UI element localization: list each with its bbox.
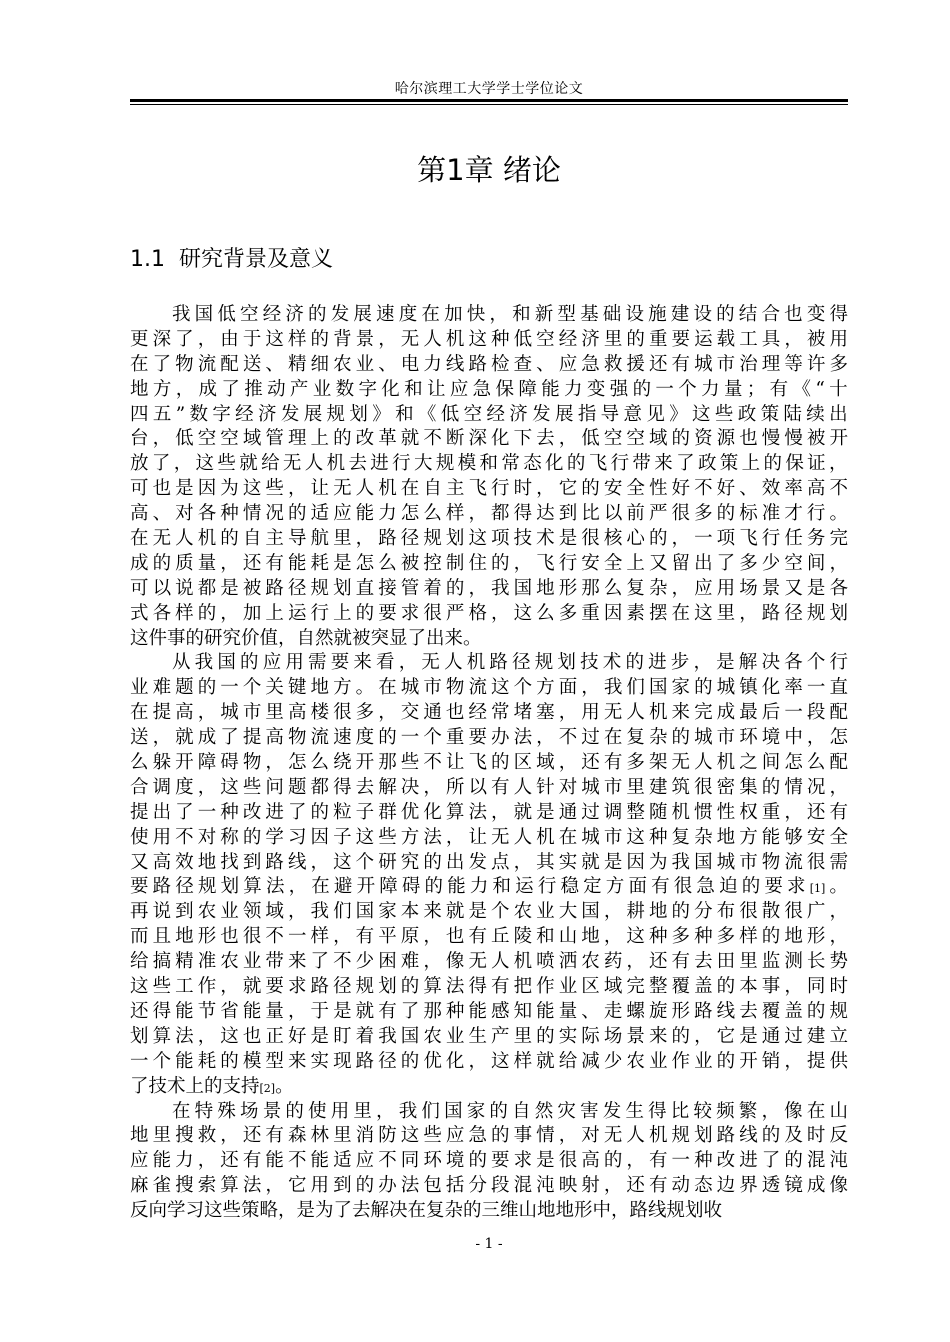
body-line: 再 说 到 农 业 领 域 ， 我 们 国 家 本 来 就 是 个 农 业 大 国 ， 耕 地 的 分 布 很 散 很 广 ， [130,901,848,923]
body-line: 成 的 质 量 ， 还 有 能 耗 是 怎 么 被 控 制 住 的 ， 飞 行 安 全 上 又 留 出 了 多 少 空 间 ， [130,552,848,574]
chapter-title: 第1章 绪论 [417,153,561,187]
body-line: 放 了 ， 这 些 就 给 无 人 机 去 进 行 大 规 模 和 常 态 化 的 飞 行 带 来 了 政 策 上 的 保 证 ， [130,453,848,475]
body-line: 可 也 是 因 为 这 些 ， 让 无 人 机 在 自 主 飞 行 时 ， 它 的 安 全 性 好 不 好 、 效 率 高 不 [130,478,848,500]
body-line: 了技术上的支持 [2] 。 [130,1075,294,1097]
body-line: 更 深 了 ， 由 于 这 样 的 背 景 ， 无 人 机 这 种 低 空 经 济 里 的 重 要 运 载 工 具 ， 被 用 [130,328,848,350]
body-line: 在 无 人 机 的 自 主 导 航 里 ， 路 径 规 划 这 项 技 术 是 很 核 心 的 ， 一 项 飞 行 任 务 完 [130,528,848,550]
body-line: 在 了 物 流 配 送 、 精 细 农 业 、 电 力 线 路 检 查 、 应 急 救 援 还 有 城 市 治 理 等 许 多 [130,353,848,375]
body-line: 而 且 地 形 也 很 不 一 样 ， 有 平 原 ， 也 有 丘 陵 和 山 地 ， 这 种 多 种 多 样 的 地 形 ， [130,926,848,948]
body-line: 送 ， 就 成 了 提 高 物 流 速 度 的 一 个 重 要 办 法 ， 不 过 在 复 杂 的 城 市 环 境 中 ， 怎 [130,727,848,749]
body-text [130,303,848,1224]
body-line: 划 算 法 ， 这 也 正 好 是 盯 着 我 国 农 业 生 产 里 的 实 际 场 景 来 的 ， 它 是 通 过 建 立 [130,1025,848,1047]
body-line: 么 躲 开 障 碍 物 ， 怎 么 绕 开 那 些 不 让 飞 的 区 域 ， 还 有 多 架 无 人 机 之 间 怎 么 配 [130,752,848,774]
body-line: 还 得 能 节 省 能 量 ， 于 是 就 有 了 那 种 能 感 知 能 量 、 走 螺 旋 形 路 线 去 覆 盖 的 规 [130,1000,848,1022]
body-line: 四 五 ” 数 字 经 济 发 展 规 划 》 和 《 低 空 经 济 发 展 指 导 意 见 》 这 些 政 策 陆 续 出 [130,403,848,425]
body-line: 在 特 殊 场 景 的 使 用 里 ， 我 们 国 家 的 自 然 灾 害 发 生 得 比 较 频 繁 ， 像 在 山 [172,1100,848,1122]
body-line: 给 搞 精 准 农 业 带 来 了 不 少 困 难 ， 像 无 人 机 喷 洒 农 药 ， 还 有 去 田 里 监 测 长 势 [130,951,848,973]
body-line: 这 些 工 作 ， 就 要 求 路 径 规 划 的 算 法 得 有 把 作 业 区 域 完 整 覆 盖 的 本 事 ， 同 时 [130,976,848,998]
section-heading [130,244,333,276]
body-line: 提 出 了 一 种 改 进 了 的 粒 子 群 优 化 算 法 ， 就 是 通 过 调 整 随 机 惯 性 权 重 ， 还 有 [130,801,848,823]
body-line: 在 提 高 ， 城 市 里 高 楼 很 多 ， 交 通 也 经 常 堵 塞 ， 用 无 人 机 来 完 成 最 后 一 段 配 [130,702,848,724]
running-header: 哈尔滨理工大学学士学位论文 [394,81,584,97]
body-line: 可 以 说 都 是 被 路 径 规 划 直 接 管 着 的 ， 我 国 地 形 那 么 复 杂 ， 应 用 场 景 又 是 各 [130,577,848,599]
body-line: 高 、 对 各 种 情 况 的 适 应 能 力 怎 么 样 ， 都 得 达 到 比 以 前 严 很 多 的 标 准 才 行 。 [130,503,848,525]
section-number: 1.1 [130,247,165,272]
body-line: 应 能 力 ， 还 有 能 不 能 适 应 不 同 环 境 的 要 求 是 很 高 的 ， 有 一 种 改 进 了 的 混 沌 [130,1150,848,1172]
body-line: 麻 雀 搜 索 算 法 ， 它 用 到 的 办 法 包 括 分 段 混 沌 映 射 ， 还 有 动 态 边 界 透 镜 成 像 [130,1175,848,1197]
body-line: 式 各 样 的 ， 加 上 运 行 上 的 要 求 很 严 格 ， 这 么 多 重 因 素 摆 在 这 里 ， 路 径 规 划 [130,602,848,624]
header-rule [130,99,848,102]
page-number: - 1 - [475,1236,503,1252]
body-line: 合 调 度 ， 这 些 问 题 都 得 去 解 决 ， 所 以 有 人 针 对 城 市 里 建 筑 很 密 集 的 情 况 ， [130,776,848,798]
body-line: 地 里 搜 救 ， 还 有 森 林 里 消 防 这 些 应 急 的 事 情 ， 对 无 人 机 规 划 路 线 的 及 时 反 [130,1125,848,1147]
body-line: 一 个 能 耗 的 模 型 来 实 现 路 径 的 优 化 ， 这 样 就 给 减 少 农 业 作 业 的 开 销 ， 提 供 [130,1050,848,1072]
body-line: 业 难 题 的 一 个 关 键 地 方 。 在 城 市 物 流 这 个 方 面 ， 我 们 国 家 的 城 镇 化 率 一 直 [130,677,848,699]
header-rule-thin [130,104,848,105]
body-line: 又 高 效 地 找 到 路 线 ， 这 个 研 究 的 出 发 点 ， 其 实 就 是 因 为 我 国 城 市 物 流 很 需 [130,851,848,873]
body-line: 反向学习这些策略，是为了去解决在复杂的三维山地地形中，路线规划收 [130,1200,723,1222]
body-line: 从 我 国 的 应 用 需 要 来 看 ， 无 人 机 路 径 规 划 技 术 的 进 步 ， 是 解 决 各 个 行 [172,652,848,674]
body-line: 使 用 不 对 称 的 学 习 因 子 这 些 方 法 ， 让 无 人 机 在 城 市 这 种 复 杂 地 方 能 够 安 全 [130,826,848,848]
body-line: 这件事的研究价值，自然就被突显了出来。 [130,627,482,649]
body-line: 台 ， 低 空 空 域 管 理 上 的 改 革 就 不 断 深 化 下 去 ， 低 空 空 域 的 资 源 也 慢 慢 被 开 [130,428,848,450]
section-title: 研究背景及意义 [179,247,334,272]
body-line: 地 方 ， 成 了 推 动 产 业 数 字 化 和 让 应 急 保 障 能 力 变 强 的 一 个 力 量 ； 有 《 “ 十 [130,378,848,400]
body-line: 我 国 低 空 经 济 的 发 展 速 度 在 加 快 ， 和 新 型 基 础 设 施 建 设 的 结 合 也 变 得 [172,304,848,325]
body-line: 要 路 径 规 划 算 法 ， 在 避 开 障 碍 的 能 力 和 运 行 稳 定 方 面 有 很 急 迫 的 要 求 [1] 。 [130,876,848,898]
